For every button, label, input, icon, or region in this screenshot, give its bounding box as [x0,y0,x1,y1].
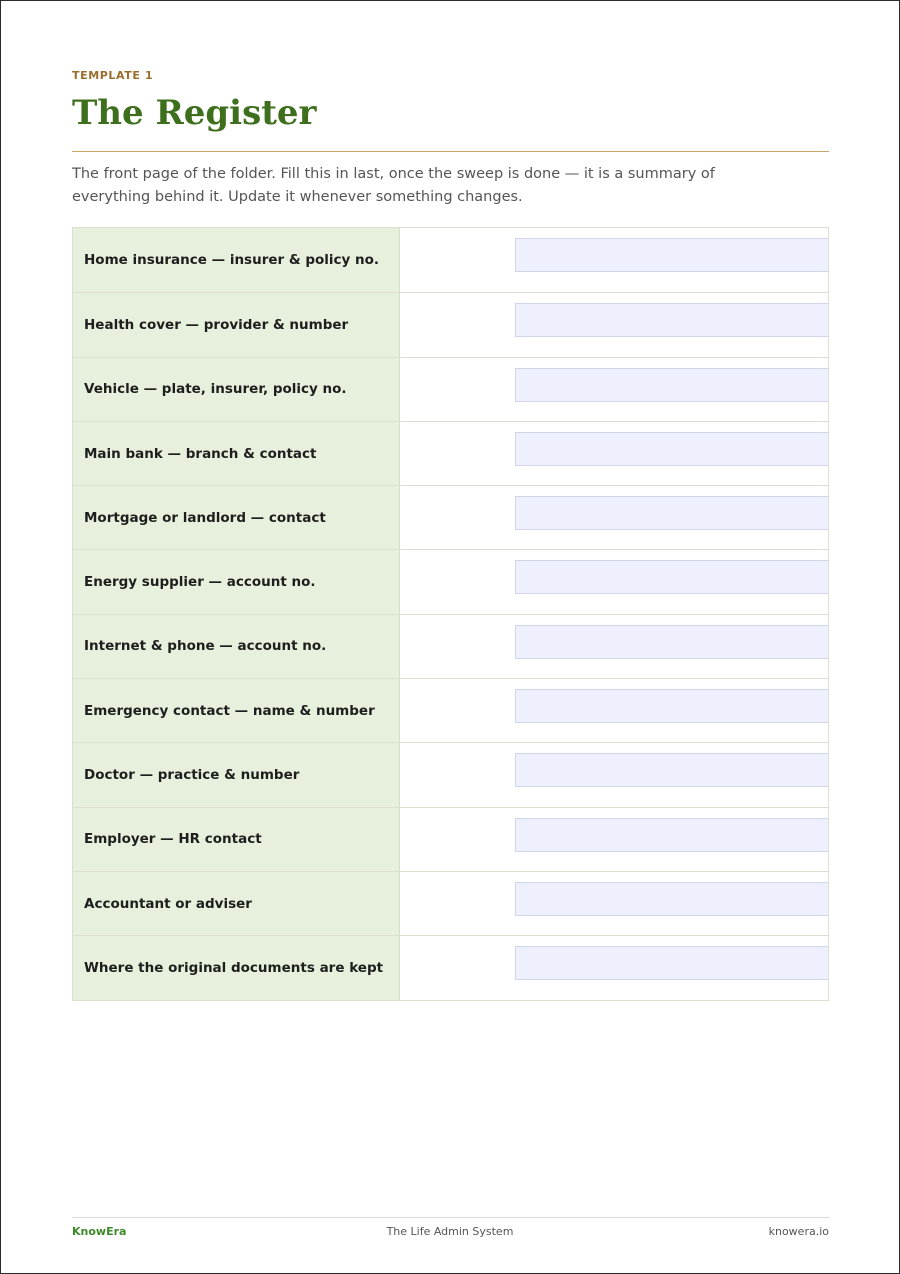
register-row [73,935,828,999]
register-row [73,485,828,549]
register-value-cell [400,550,828,613]
register-label: Main bank — branch & contact [73,422,400,485]
register-label: Energy supplier — account no. [73,550,400,613]
register-value-cell [400,808,828,871]
register-value-cell [400,228,828,292]
register-value-cell [400,679,828,742]
title-divider [72,151,829,152]
register-label: Vehicle — plate, insurer, policy no. [73,358,400,421]
template-kicker: TEMPLATE 1 [72,69,154,82]
register-label: Home insurance — insurer & policy no. [73,228,400,292]
page-title: The Register [72,93,317,133]
register-row [73,742,828,806]
register-label: Mortgage or landlord — contact [73,486,400,549]
register-field-emergency-contact[interactable] [515,689,828,723]
register-label: Doctor — practice & number [73,743,400,806]
register-value-cell [400,615,828,678]
register-label: Internet & phone — account no. [73,615,400,678]
register-value-cell [400,936,828,999]
register-table [72,227,829,1001]
register-row [73,228,828,292]
register-value-cell [400,872,828,935]
register-value-cell [400,358,828,421]
register-row [73,871,828,935]
register-field-health-cover[interactable] [515,303,828,337]
register-row [73,678,828,742]
register-row [73,292,828,356]
register-field-accountant[interactable] [515,882,828,916]
register-value-cell [400,422,828,485]
register-value-cell [400,486,828,549]
register-label: Employer — HR contact [73,808,400,871]
footer-divider [72,1217,829,1218]
register-row [73,549,828,613]
register-field-main-bank[interactable] [515,432,828,466]
register-field-employer[interactable] [515,818,828,852]
register-label: Where the original documents are kept [73,936,400,999]
intro-paragraph: The front page of the folder. Fill this in last, once the sweep is done — it is a summary of everything behind it. Update it whenever something changes. [72,166,715,205]
footer-website: knowera.io [768,1225,829,1238]
register-label: Emergency contact — name & number [73,679,400,742]
footer-center-text: The Life Admin System [386,1225,514,1238]
register-row [73,357,828,421]
register-field-energy-supplier[interactable] [515,560,828,594]
register-field-vehicle[interactable] [515,368,828,402]
register-field-home-insurance[interactable] [515,238,828,272]
register-row [73,614,828,678]
register-field-doctor[interactable] [515,753,828,787]
register-row [73,421,828,485]
footer-brand: KnowEra [72,1225,127,1238]
register-field-internet-phone[interactable] [515,625,828,659]
register-label: Health cover — provider & number [73,293,400,356]
register-row [73,807,828,871]
register-value-cell [400,743,828,806]
register-field-documents-location[interactable] [515,946,828,980]
register-value-cell [400,293,828,356]
register-field-mortgage[interactable] [515,496,828,530]
register-label: Accountant or adviser [73,872,400,935]
